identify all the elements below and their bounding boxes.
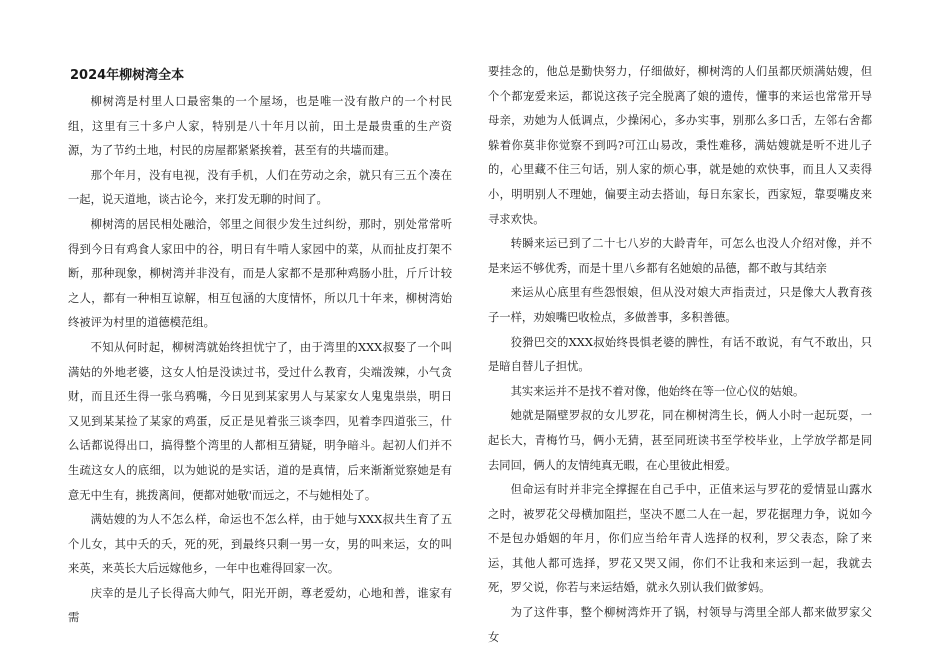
paragraph: 但命运有时并非完全撑握在自己手中，正值来运与罗花的爱情显山露水之时，被罗花父母横加阻拦，坚决不愿二人在一起，罗花据理力争，说如今不是包办婚姻的年月，你们应当给年青人选择的权利，罗父表态，除了来运，其他人都可选择，罗花又哭又闹，你们不让我和来运到一起，我就去死，罗父说，你若与来运结婚，就永久别认我们做爹妈。 — [488, 483, 872, 595]
document-title: 2024年柳树湾全本 — [70, 68, 185, 83]
left-column — [68, 60, 452, 631]
paragraph: 狡猾巴交的XXX叔始终畏惧老婆的脾性，有话不敢说，有气不敢出，只是暗自替儿子担忧。 — [488, 335, 872, 374]
paragraph: 那个年月，没有电视，没有手机，人们在劳动之余，就只有三五个凑在一起，说天道地，谈古论今，来打发无聊的时间了。 — [68, 168, 452, 207]
paragraph: 满姑嫂的为人不怎么样，命运也不怎么样，由于她与XXX叔共生育了五个儿女，其中夭的夭，死的死，到最终只剩一男一女，男的叫来运，女的叫来英，来英长大后远嫁他乡，一年中也难得回家一次。 — [68, 513, 452, 576]
paragraph: 不知从何时起，柳树湾就始终担忧宁了，由于湾里的XXX叔娶了一个叫满姑的外地老婆，这女人怕是没读过书，受过什么教育，尖端泼辣，小气贪财，而且还生得一张乌鸦嘴，今日见到某家男人与某家女人鬼鬼祟祟，明日又见到某某捡了某家的鸡蛋，反正是见着张三谈李四，见着李四道张三，什么话都说得出口，搞得整个湾里的人都相互猜疑，明争暗斗。起初人们并不生疏这女人的底细，以为她说的是实话，道的是真情，后来渐渐觉察她是有意无中生有，挑拨离间，便都对她敬'而远之，不与她相处了。 — [68, 340, 452, 502]
paragraph: 她就是隔壁罗叔的女儿罗花，同在柳树湾生长，俩人小时一起玩耍，一起长大，青梅竹马，俩小无猜，甚至同班读书至学校毕业，上学放学都是同去同回，俩人的友情纯真无暇，在心里彼此相爱。 — [488, 409, 872, 472]
paragraph-continued: 要挂念的，他总是勤快努力，仔细做好，柳树湾的人们虽都厌烦满姑嫂，但个个都宠爱来运，都说这孩子完全脱离了娘的遗传，懂事的来运也常常开导母亲，劝她为人低调点，少操闲心，多办实事，别那么多口舌，左邻右舍都躲着你莫非你觉察不到吗?可江山易改，秉性难移，满姑嫂就是听不进儿子的，心里藏不住三句话，别人家的烦心事，就是她的欢快事，而且人又卖得小，明明别人不理她，偏要主动去搭讪，每日东家长，西家短，靠耍嘴皮来寻求欢快。 — [488, 65, 872, 226]
right-column — [488, 60, 872, 650]
paragraph: 为了这件事，整个柳树湾炸开了锅，村领导与湾里全部人都来做罗家父女 — [488, 606, 872, 644]
paragraph: 转瞬来运已到了二十七八岁的大龄青年，可怎么也没人介绍对像，并不是来运不够优秀，而是十里八乡都有名她娘的品德，都不敢与其结亲 — [488, 237, 872, 275]
paragraph: 柳树湾是村里人口最密集的一个屋场，也是唯一没有散户的一个村民组，这里有三十多户人家，特别是八十年月以前，田土是最贵重的生产资源，为了节约土地，村民的房屋都紧紧挨着，甚至有的共墙而建。 — [68, 95, 452, 158]
paragraph: 柳树湾的居民相处融洽，邻里之间很少发生过纠纷，那时，别处常常听得到今日有鸡食人家田中的谷，明日有牛啃人家园中的菜，从而扯皮打架不断，那种现象，柳树湾并非没有，而是人家都不是那种鸡肠小肚，斤斤计较之人，都有一种相互谅解，相互包涵的大度情怀，所以几十年来，柳树湾始终被评为村里的道德模范组。 — [68, 217, 452, 330]
paragraph: 来运从心底里有些怨恨娘，但从没对娘大声指责过，只是像大人教育孩子一样，劝娘嘴巴收检点，多做善事，多积善德。 — [488, 286, 872, 324]
paragraph: 其实来运并不是找不着对像，他始终在等一位心仪的姑娘。 — [510, 384, 805, 398]
paragraph: 庆幸的是儿子长得高大帅气，阳光开朗，尊老爱幼，心地和善，谁家有需 — [68, 586, 452, 625]
